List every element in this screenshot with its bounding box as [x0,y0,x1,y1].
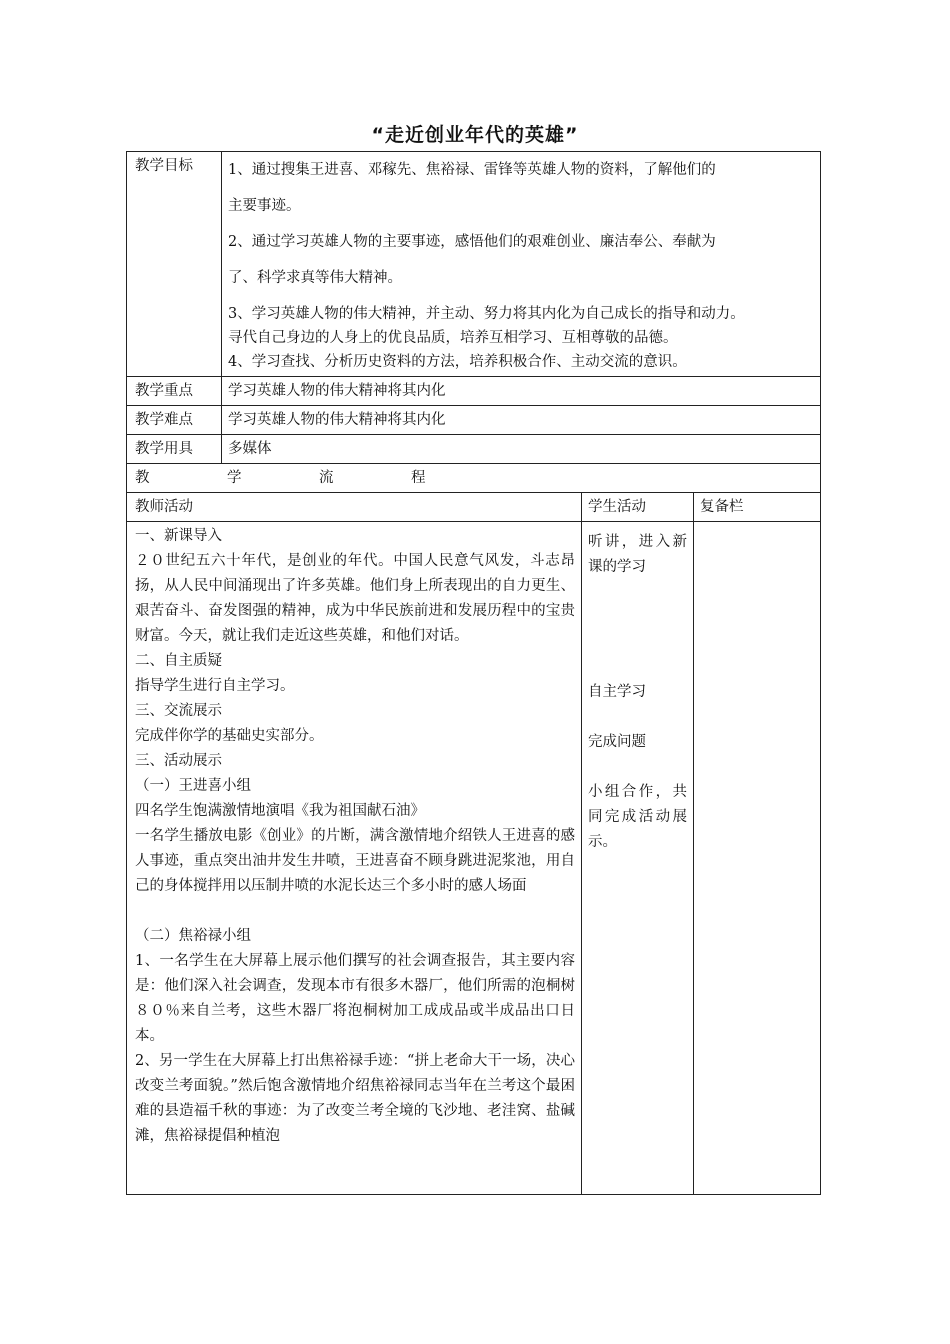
student-activity-2: 自主学习 [588,684,646,700]
goals-row [127,152,821,377]
header-row [127,493,821,522]
student-activity [582,522,694,1195]
section-2-title: 二、自主质疑 [135,653,222,669]
group-2-text-2: 2、另一学生在大屏幕上打出焦裕禄手迹：“拼上老命大干一场，决心改变兰考面貌。”然后饱含激情地介绍焦裕禄同志当年在兰考这个最困难的县造福千秋的事迹：为了改变兰考全境的飞沙地、老洼窝、盐碱滩，焦裕禄提倡种植泡 [135,1053,575,1144]
goal-2a: 2、通过学习英雄人物的主要事迹，感悟他们的艰难创业、廉洁奉公、奉献为 [228,234,716,250]
section-1-title: 一、新课导入 [135,528,222,544]
flow-heading [127,464,821,493]
student-activity-3: 完成问题 [588,734,646,750]
flow-char-4: 程 [411,470,426,486]
goals-content [222,152,821,377]
flow-char-3: 流 [319,470,334,486]
goal-3: 3、学习英雄人物的伟大精神，并主动、努力将其内化为自己成长的指导和动力。 [228,306,745,322]
review-header: 复备栏 [694,493,821,522]
group-2-text-1: 1、一名学生在大屏幕上展示他们撰写的社会调查报告，其主要内容是：他们深入社会调查，发现本市有很多木器厂，他们所需的泡桐树８０％来自兰考，这些木器厂将泡桐树加工成成品或半成品出口日本。 [135,953,575,1044]
group-1-title: （一）王进喜小组 [135,778,251,794]
flow-row [127,464,821,493]
section-4-title: 三、活动展示 [135,753,222,769]
focus-value: 学习英雄人物的伟大精神将其内化 [222,377,821,406]
student-activity-1: 听讲，进入新课的学习 [588,534,687,575]
tools-row [127,435,821,464]
focus-row [127,377,821,406]
group-1-text-2: 一名学生播放电影《创业》的片断，满含激情地介绍铁人王进喜的感人事迹，重点突出油井发生井喷，王进喜奋不顾身跳进泥浆池，用自己的身体搅拌用以压制井喷的水泥长达三个多小时的感人场面 [135,828,575,894]
tools-label: 教学用具 [127,435,222,464]
teacher-activity [127,522,582,1195]
goal-2b: 了、科学求真等伟大精神。 [228,270,402,286]
difficulty-label: 教学难点 [127,406,222,435]
section-2-text: 指导学生进行自主学习。 [135,678,295,694]
student-activity-4: 小组合作，共同完成活动展示。 [588,784,687,850]
difficulty-value: 学习英雄人物的伟大精神将其内化 [222,406,821,435]
flow-char-2: 学 [227,470,242,486]
page-title: “走近创业年代的英雄” [371,124,579,146]
goal-4: 4、学习查找、分析历史资料的方法，培养积极合作、主动交流的意识。 [228,354,687,370]
goal-1b: 主要事迹。 [228,198,301,214]
flow-char-1: 教 [135,470,150,486]
teacher-header: 教师活动 [127,493,582,522]
tools-value: 多媒体 [222,435,821,464]
goals-label: 教学目标 [127,152,222,377]
group-2-title: （二）焦裕禄小组 [135,928,251,944]
goal-3b: 寻代自己身边的人身上的优良品质，培养互相学习、互相尊敬的品德。 [228,330,678,346]
section-3-text: 完成伴你学的基础史实部分。 [135,728,324,744]
goal-1a: 1、通过搜集王进喜、邓稼先、焦裕禄、雷锋等英雄人物的资料，了解他们的 [228,162,716,178]
student-header: 学生活动 [582,493,694,522]
lesson-plan-table [126,151,821,1195]
section-1-text: ２０世纪五六十年代，是创业的年代。中国人民意气风发，斗志昂扬，从人民中间涌现出了许多英雄。他们身上所表现出的自力更生、艰苦奋斗、奋发图强的精神，成为中华民族前进和发展历程中的宝贵财富。今天，就让我们走近这些英雄，和他们对话。 [135,553,575,644]
spacer [135,899,575,924]
focus-label: 教学重点 [127,377,222,406]
section-3-title: 三、交流展示 [135,703,222,719]
difficulty-row [127,406,821,435]
activity-row [127,522,821,1195]
review-cell [694,522,821,1195]
group-1-text-1: 四名学生饱满激情地演唱《我为祖国献石油》 [135,803,425,819]
